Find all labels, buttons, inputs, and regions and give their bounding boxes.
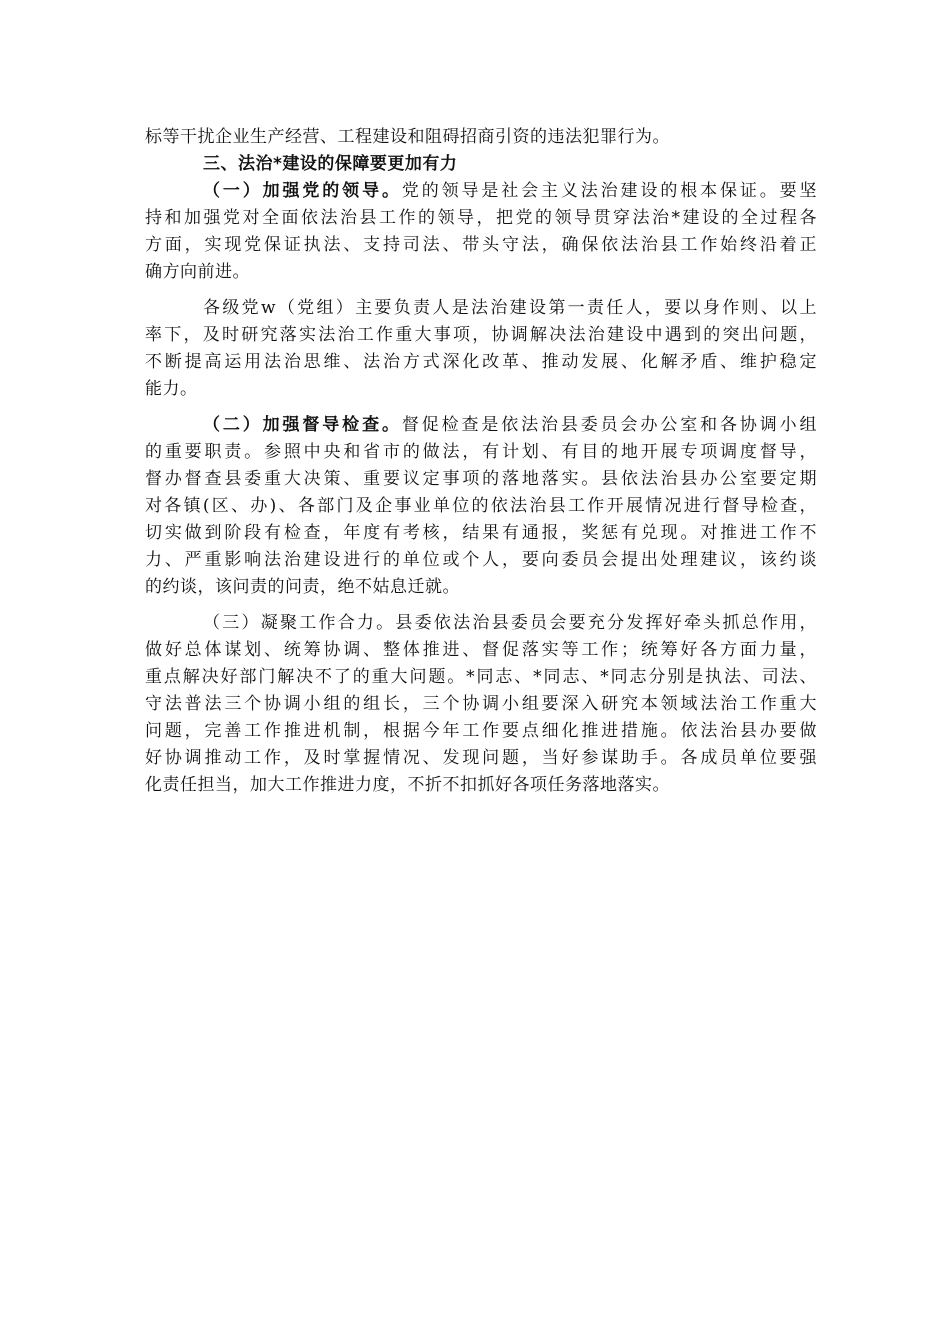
text-line: 问题，完善工作推进机制，根据今年工作要点细化推进措施。依法治县办要做 [145,721,817,741]
text-line: 督办督查县委重大决策、重要议定事项的落地落实。县依法治县办公室要定期 [145,469,817,489]
text-line: 做好总体谋划、统筹协调、整体推进、督促落实等工作；统筹好各方面力量， [145,640,817,660]
paragraph-joint-effort [145,610,817,799]
text-line: 重点解决好部门解决不了的重大问题。*同志、*同志、*同志分别是执法、司法、 [145,667,817,687]
text-run: 党的领导是社会主义法治建设的根本保证。要坚 [401,181,818,201]
text-line: 率下，及时研究落实法治工作重大事项，协调解决法治建设中遇到的突出问题， [145,325,817,345]
text-line: 化责任担当，加大工作推进力度，不折不扣抓好各项任务落地落实。 [145,775,670,795]
text-line: 持和加强党对全面依法治县工作的领导，把党的领导贯穿法治*建设的全过程各 [145,208,817,228]
paragraph-lead: （一）加强党的领导。 [203,181,402,201]
paragraph-supervision [145,412,817,601]
text-line: 不断提高运用法治思维、法治方式深化改革、推动发展、化解矛盾、维护稳定 [145,352,817,372]
paragraph-responsibility [145,295,817,403]
text-run: 督促检查是依法治县委员会办公室和各协调小组 [401,415,818,435]
text-line: 的约谈，该问责的问责，绝不姑息迁就。 [145,577,460,597]
paragraph-party-leadership [145,178,817,286]
paragraph-continuation [145,124,817,151]
text-line: 对各镇(区、办)、各部门及企事业单位的依法治县工作开展情况进行督导检查， [145,496,817,516]
section-heading: 三、法治*建设的保障要更加有力 [203,154,458,174]
text-line: 的重要职责。参照中央和省市的做法，有计划、有目的地开展专项调度督导， [145,442,817,462]
text-line [145,178,817,205]
text-line: 守法普法三个协调小组的组长，三个协调小组要深入研究本领域法治工作重大 [145,694,817,714]
text-line: 能力。 [145,379,198,399]
text-line: 各级党w（党组）主要负责人是法治建设第一责任人，要以身作则、以上 [203,298,817,318]
text-line: 方面，实现党保证执法、支持司法、带头守法，确保依法治县工作始终沿着正 [145,235,817,255]
text-line: 切实做到阶段有检查，年度有考核，结果有通报，奖惩有兑现。对推进工作不 [145,523,817,543]
document-page [145,124,817,799]
text-line: 力、严重影响法治建设进行的单位或个人，要向委员会提出处理建议，该约谈 [145,550,817,570]
text-line: 标等干扰企业生产经营、工程建设和阻碍招商引资的违法犯罪行为。 [145,127,670,147]
text-line: （三）凝聚工作合力。县委依法治县委员会要充分发挥好牵头抓总作用， [203,613,817,633]
paragraph-lead: （二）加强督导检查。 [203,415,402,435]
text-line: 确方向前进。 [145,262,250,282]
text-line: 好协调推动工作，及时掌握情况、发现问题，当好参谋助手。各成员单位要强 [145,748,817,768]
text-line [145,412,817,439]
